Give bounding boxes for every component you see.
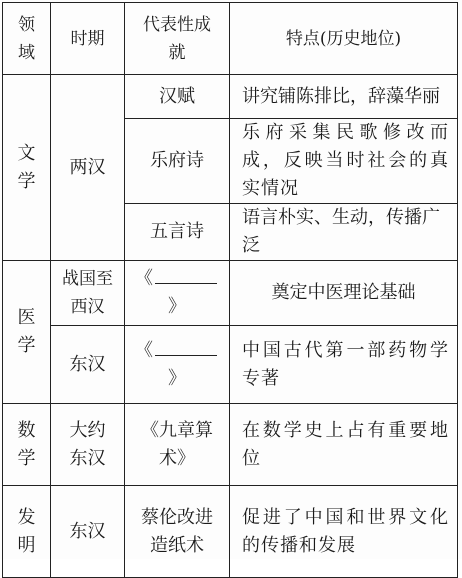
period-cell: 战国至西汉 (51, 261, 125, 326)
answer-blank (155, 337, 217, 356)
field-literature: 文学 (3, 75, 51, 261)
achievement-cell: 五言诗 (125, 204, 230, 261)
period-cell: 东汉 (51, 486, 125, 578)
header-row (3, 3, 458, 75)
feature-cell: 奠定中医理论基础 (230, 261, 458, 326)
table-row (3, 261, 458, 326)
field-math: 数学 (3, 404, 51, 486)
header-achievement: 代表性成就 (125, 3, 230, 75)
header-field: 领域 (3, 3, 51, 75)
achievement-cell: 汉赋 (125, 75, 230, 119)
table-row (3, 404, 458, 486)
period-cell: 东汉 (51, 326, 125, 404)
achievement-cell: 乐府诗 (125, 119, 230, 204)
feature-cell: 在数学史上占有重要地位 (230, 404, 458, 486)
table-row (3, 486, 458, 578)
header-feature: 特点(历史地位) (230, 3, 458, 75)
table-row (3, 326, 458, 404)
field-medicine: 医学 (3, 261, 51, 404)
achievement-cell: 《九章算术》 (125, 404, 230, 486)
feature-cell: 乐府采集民歌修改而成，反映当时社会的真实情况 (230, 119, 458, 204)
table-row (3, 75, 458, 119)
field-invention: 发明 (3, 486, 51, 578)
period-literature: 两汉 (51, 75, 125, 261)
feature-cell: 语言朴实、生动，传播广泛 (230, 204, 458, 261)
answer-blank (155, 265, 217, 284)
feature-cell: 促进了中国和世界文化的传播和发展 (230, 486, 458, 578)
period-cell: 大约东汉 (51, 404, 125, 486)
han-culture-table (2, 2, 458, 578)
achievement-blank-cell: 《》 (125, 261, 230, 326)
achievement-blank-cell: 《》 (125, 326, 230, 404)
feature-cell: 讲究铺陈排比，辞藻华丽 (230, 75, 458, 119)
header-period: 时期 (51, 3, 125, 75)
feature-cell: 中国古代第一部药物学专著 (230, 326, 458, 404)
achievement-cell: 蔡伦改进造纸术 (125, 486, 230, 578)
